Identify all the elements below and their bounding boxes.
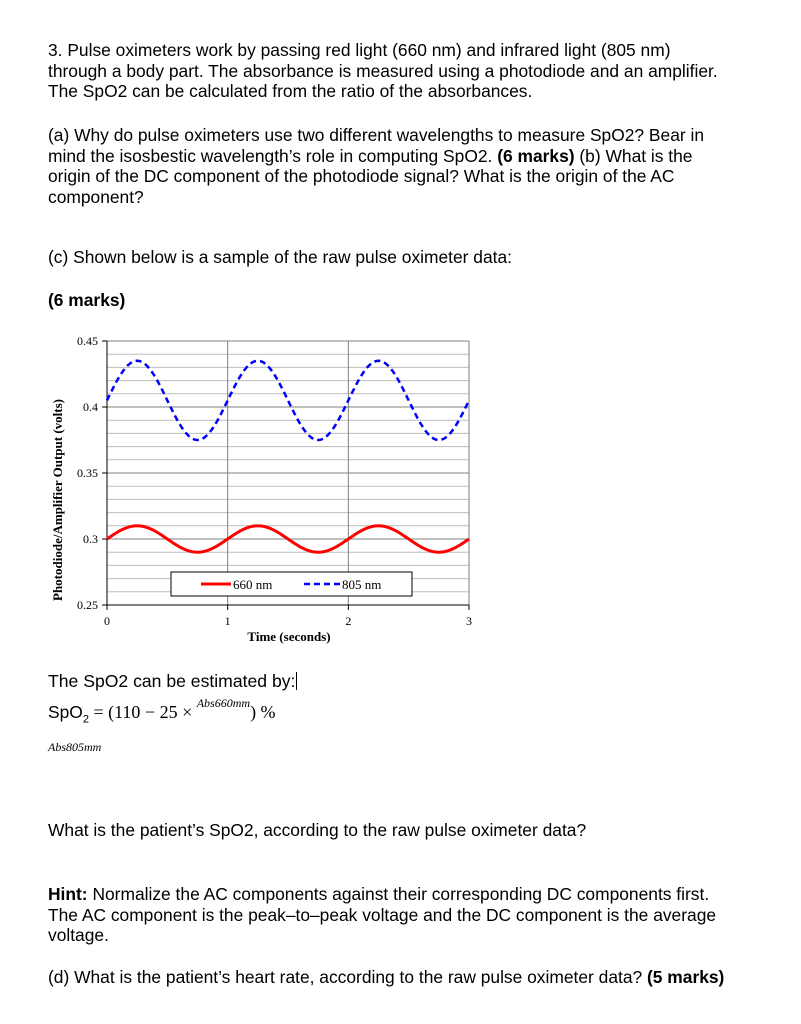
x-tick-label: 3 — [466, 614, 472, 628]
part-c-marks-label: (6 marks) — [48, 290, 126, 310]
hint-text: Normalize the AC components against their corresponding DC components first. The AC component is the peak–to–peak voltage and the DC component is the average voltage. — [48, 884, 717, 945]
part-a-marks: (6 marks) — [497, 145, 575, 166]
formula-denominator: Abs805mm — [48, 740, 102, 754]
y-tick-label: 0.35 — [77, 466, 98, 480]
chart-legend — [171, 572, 412, 596]
spo2-question: What is the patient’s SpO2, according to the raw pulse oximeter data? — [48, 820, 587, 840]
chart-svg — [40, 322, 500, 657]
formula-tail: ) % — [250, 701, 276, 722]
legend-660-label: 660 nm — [233, 577, 273, 592]
part-b-text: (b) What is the origin of the DC component of the photodiode signal? What is the origin of the AC component? — [48, 145, 693, 207]
formula-numerator: Abs660mm — [196, 696, 251, 710]
y-axis-label: Photodiode/Amplifier Output (volts) — [50, 399, 65, 601]
y-tick-label: 0.45 — [77, 334, 98, 348]
chart-grid — [107, 341, 469, 605]
y-tick-label: 0.3 — [83, 532, 98, 546]
formula-sub: 2 — [82, 713, 89, 726]
y-tick-label: 0.4 — [83, 400, 98, 414]
part-c-marks — [48, 290, 728, 311]
series-line-805-nm — [107, 361, 469, 440]
raw-oximeter-chart — [40, 322, 500, 657]
estimate-text — [48, 671, 728, 692]
chart-series — [107, 361, 469, 552]
formula-lhs: SpO — [48, 701, 83, 722]
text-cursor — [296, 672, 297, 690]
y-tick-label: 0.25 — [77, 598, 98, 612]
x-tick-label: 2 — [345, 614, 352, 628]
formula-eq: = (110 − 25 × — [88, 701, 197, 722]
part-c-text: (c) Shown below is a sample of the raw pulse oximeter data: — [48, 247, 512, 267]
question-3-part-ab — [48, 125, 728, 207]
part-d-text: (d) What is the patient’s heart rate, according to the raw pulse oximeter data? — [48, 967, 643, 987]
estimate-label: The SpO2 can be estimated by: — [48, 671, 296, 691]
x-axis-label: Time (seconds) — [247, 629, 331, 644]
x-tick-label: 0 — [104, 614, 110, 628]
hint-label: Hint: — [48, 884, 88, 904]
part-a-text: (a) Why do pulse oximeters use two different wavelengths to measure SpO2? Bear in mind the isosbestic wavelength’s role in computing SpO2. — [48, 125, 705, 166]
part-d-marks: (5 marks) — [647, 967, 725, 987]
part-d — [48, 967, 728, 988]
hint — [48, 884, 728, 946]
legend-805-label: 805 nm — [342, 577, 382, 592]
question-3-intro: 3. Pulse oximeters work by passing red light (660 nm) and infrared light (805 nm) through a body part. The absorbance is measured using a photodiode and an amplifier. The SpO2 can be calculated from the ratio of the absorbances. — [48, 40, 718, 101]
x-tick-label: 1 — [224, 614, 231, 628]
spo2-formula — [48, 696, 276, 730]
